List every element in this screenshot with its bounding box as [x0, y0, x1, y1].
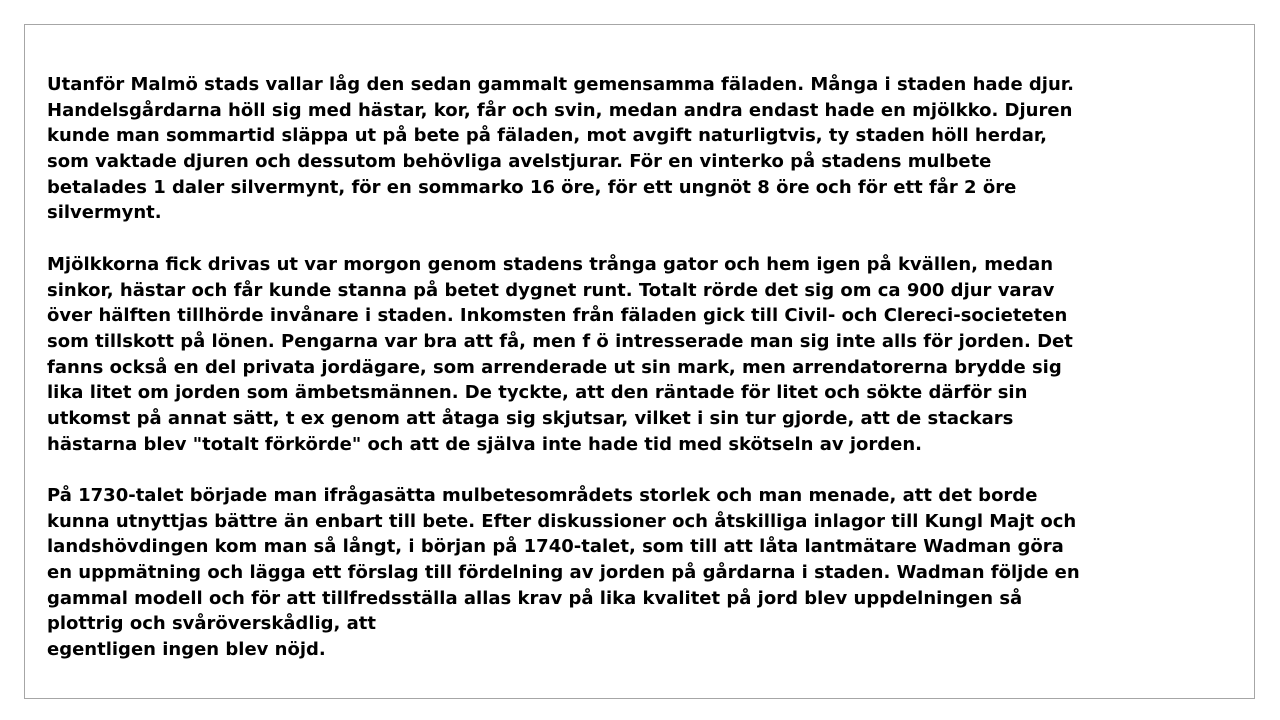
text-block — [47, 72, 1247, 663]
text-line: över hälften tillhörde invånare i staden. Inkomsten från fäladen gick till Civil- och Clereci-societeten — [47, 305, 1068, 327]
text-line: en uppmätning och lägga ett förslag till fördelning av jorden på gårdarna i staden. Wadman följde en — [47, 562, 1080, 584]
text-line: fanns också en del privata jordägare, som arrenderade ut sin mark, men arrendatorerna brydde sig — [47, 356, 1062, 378]
text-line: egentligen ingen blev nöjd. — [47, 639, 326, 661]
text-line: plottrig och svåröverskådlig, att — [47, 613, 377, 635]
text-line: betalades 1 daler silvermynt, för en sommarko 16 öre, för ett ungnöt 8 öre och för ett får 2 öre — [47, 176, 1017, 198]
text-line: På 1730-talet började man ifrågasätta mulbetesområdets storlek och man menade, att det borde — [47, 485, 1038, 506]
paragraph-gap — [47, 457, 1247, 483]
paragraph-gap — [47, 226, 1247, 252]
text-line: landshövdingen kom man så långt, i början på 1740-talet, som till att låta lantmätare Wadman göra — [47, 536, 1064, 558]
text-line: Mjölkkorna fick drivas ut var morgon genom stadens trånga gator och hem igen på kvällen, medan — [47, 253, 1054, 275]
text-line: hästarna blev "totalt förkörde" och att de själva inte hade tid med skötseln av jorden. — [47, 433, 922, 455]
text-line: som vaktade djuren och dessutom behövliga avelstjurar. För en vinterko på stadens mulbete — [47, 151, 992, 173]
text-line: sinkor, hästar och får kunde stanna på betet dygnet runt. Totalt rörde det sig om ca 900 djur varav — [47, 279, 1055, 301]
paragraph-1 — [47, 72, 1247, 226]
paragraph-3 — [47, 483, 1247, 663]
text-line: kunna utnyttjas bättre än enbart till bete. Efter diskussioner och åtskilliga inlagor till Kungl Majt och — [47, 510, 1077, 532]
text-line: som tillskott på lönen. Pengarna var bra att få, men f ö intresserade man sig inte alls för jorden. Det — [47, 330, 1073, 352]
text-line: lika litet om jorden som ämbetsmännen. De tyckte, att den räntade för litet och sökte därför sin — [47, 382, 1028, 404]
slide-frame — [24, 24, 1255, 699]
text-line: Utanför Malmö stads vallar låg den sedan gammalt gemensamma fäladen. Många i staden hade djur. — [47, 74, 1074, 95]
text-line: gammal modell och för att tillfredsställa allas krav på lika kvalitet på jord blev uppdelningen så — [47, 587, 1023, 609]
text-line: Handelsgårdarna höll sig med hästar, kor, får och svin, medan andra endast hade en mjölkko. Djuren — [47, 99, 1073, 121]
text-line: utkomst på annat sätt, t ex genom att åtaga sig skjutsar, vilket i sin tur gjorde, att de stackars — [47, 407, 1014, 429]
text-line: silvermynt. — [47, 202, 162, 224]
paragraph-2 — [47, 252, 1247, 458]
text-line: kunde man sommartid släppa ut på bete på fäladen, mot avgift naturligtvis, ty staden höll herdar, — [47, 125, 1047, 147]
